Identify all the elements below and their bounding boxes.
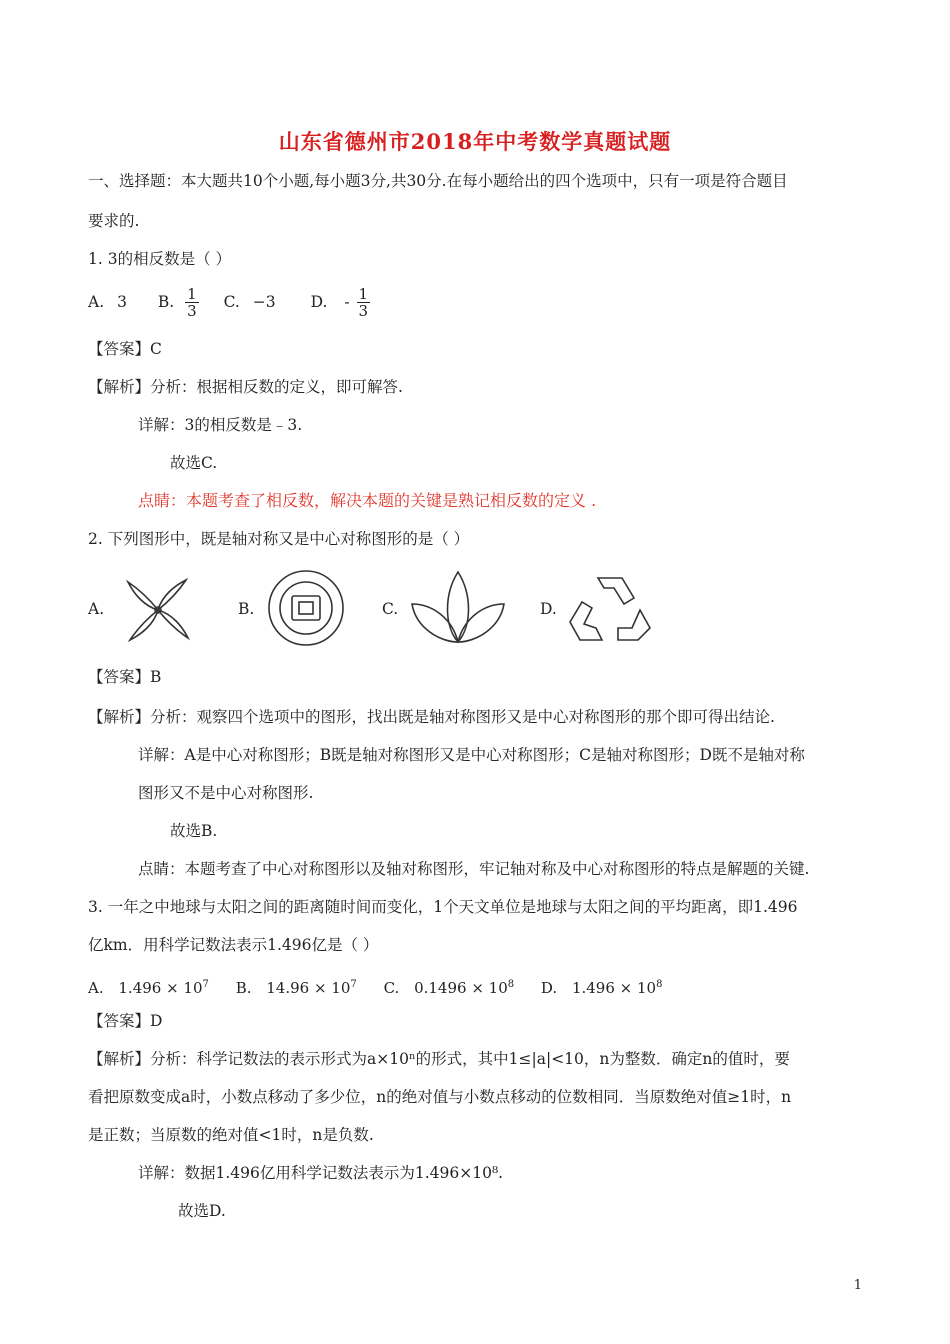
q1-option-d-denominator: 3	[358, 302, 369, 320]
q2-stem: 2. 下列图形中，既是轴对称又是中心对称图形的是（ ）	[88, 530, 470, 548]
q1-detail: 详解：3的相反数是﹣3.	[138, 416, 303, 434]
q3-answer: 【答案】D	[88, 1012, 163, 1030]
q3-stem-line1: 3. 一年之中地球与太阳之间的距离随时间而变化，1个天文单位是地球与太阳之间的平均距离，即1.496	[88, 898, 798, 916]
q1-option-d-numerator: 1	[358, 285, 369, 303]
q3-options	[88, 974, 662, 999]
q3-stem-line2: 亿km．用科学记数法表示1.496亿是（ ）	[88, 936, 379, 954]
q3-option-b-base: 14.96 × 10	[266, 979, 351, 997]
q2-choice: 故选B.	[170, 822, 218, 840]
q1-option-d-sign: -	[344, 292, 350, 311]
q2-detail-line1: 详解：A是中心对称图形；B既是轴对称图形又是中心对称图形；C是轴对称图形；D既不是轴对称	[138, 746, 805, 764]
q1-option-a-label: A.	[88, 292, 105, 311]
q1-option-d-label: D.	[310, 292, 328, 311]
q3-option-a-label: A.	[88, 979, 104, 997]
q1-option-c-label: C.	[223, 292, 240, 311]
pinwheel-figure-icon	[116, 568, 200, 652]
q3-option-c-exponent: 8	[507, 979, 515, 990]
q3-option-c-base: 0.1496 × 10	[414, 979, 508, 997]
q3-analysis-line2: 看把原数变成a时，小数点移动了多少位，n的绝对值与小数点移动的位数相同．当原数绝对值≥1时，n	[88, 1088, 792, 1106]
q2-label-c: C.	[382, 600, 399, 618]
q1-note: 点睛：本题考查了相反数，解决本题的关键是熟记相反数的定义 .	[138, 491, 597, 510]
q3-analysis-line3: 是正数；当原数的绝对值<1时，n是负数.	[88, 1126, 374, 1144]
q2-answer: 【答案】B	[88, 668, 162, 686]
q1-options	[88, 286, 372, 319]
q2-label-d: D.	[540, 600, 557, 618]
q3-option-b-label: B.	[235, 979, 252, 997]
q1-option-b-fraction	[185, 286, 199, 319]
q3-option-d-exponent: 8	[656, 979, 663, 990]
q2-note: 点睛：本题考查了中心对称图形以及轴对称图形，牢记轴对称及中心对称图形的特点是解题的关键.	[138, 860, 810, 878]
page-number: 1	[853, 1278, 862, 1293]
q1-answer: 【答案】C	[88, 340, 162, 358]
q2-analysis: 【解析】分析：观察四个选项中的图形，找出既是轴对称图形又是中心对称图形的那个即可得出结论.	[88, 708, 775, 726]
q3-choice: 故选D.	[178, 1202, 226, 1220]
q1-option-b-denominator: 3	[187, 302, 197, 320]
section-intro-line2: 要求的.	[88, 212, 140, 230]
page-title: 山东省德州市2018年中考数学真题试题	[278, 129, 672, 154]
q1-option-b-numerator: 1	[187, 285, 197, 303]
q2-label-a: A.	[88, 600, 105, 618]
coin-figure-icon	[266, 568, 346, 648]
q3-option-b-exponent: 7	[350, 979, 357, 990]
q3-option-d-base: 1.496 × 10	[571, 979, 657, 997]
recycle-triangle-figure-icon	[568, 574, 652, 644]
lotus-figure-icon	[410, 566, 506, 646]
q3-option-a-exponent: 7	[202, 979, 209, 990]
q1-stem: 1. 3的相反数是（ ）	[88, 250, 232, 268]
q1-choice: 故选C.	[170, 454, 218, 472]
q3-option-c-label: C.	[383, 979, 400, 997]
q3-detail: 详解：数据1.496亿用科学记数法表示为1.496×10⁸.	[138, 1164, 504, 1182]
section-intro-line1: 一、选择题：本大题共10个小题,每小题3分,共30分.在每小题给出的四个选项中，只有一项是符合题目	[88, 172, 788, 190]
q1-option-c-value: −3	[252, 292, 276, 311]
q1-option-a-value: 3	[117, 292, 127, 311]
q3-option-a-base: 1.496 × 10	[118, 979, 203, 997]
q3-option-d-label: D.	[540, 979, 558, 997]
q2-detail-line2: 图形又不是中心对称图形.	[138, 784, 314, 802]
q3-analysis-line1: 【解析】分析：科学记数法的表示形式为a×10ⁿ的形式，其中1≤|a|<10，n为整数．确定n的值时，要	[88, 1050, 790, 1068]
q1-option-b-label: B.	[157, 292, 175, 311]
q1-option-d-fraction	[357, 286, 371, 319]
q1-analysis: 【解析】分析：根据相反数的定义，即可解答.	[88, 378, 403, 396]
q2-label-b: B.	[238, 600, 255, 618]
